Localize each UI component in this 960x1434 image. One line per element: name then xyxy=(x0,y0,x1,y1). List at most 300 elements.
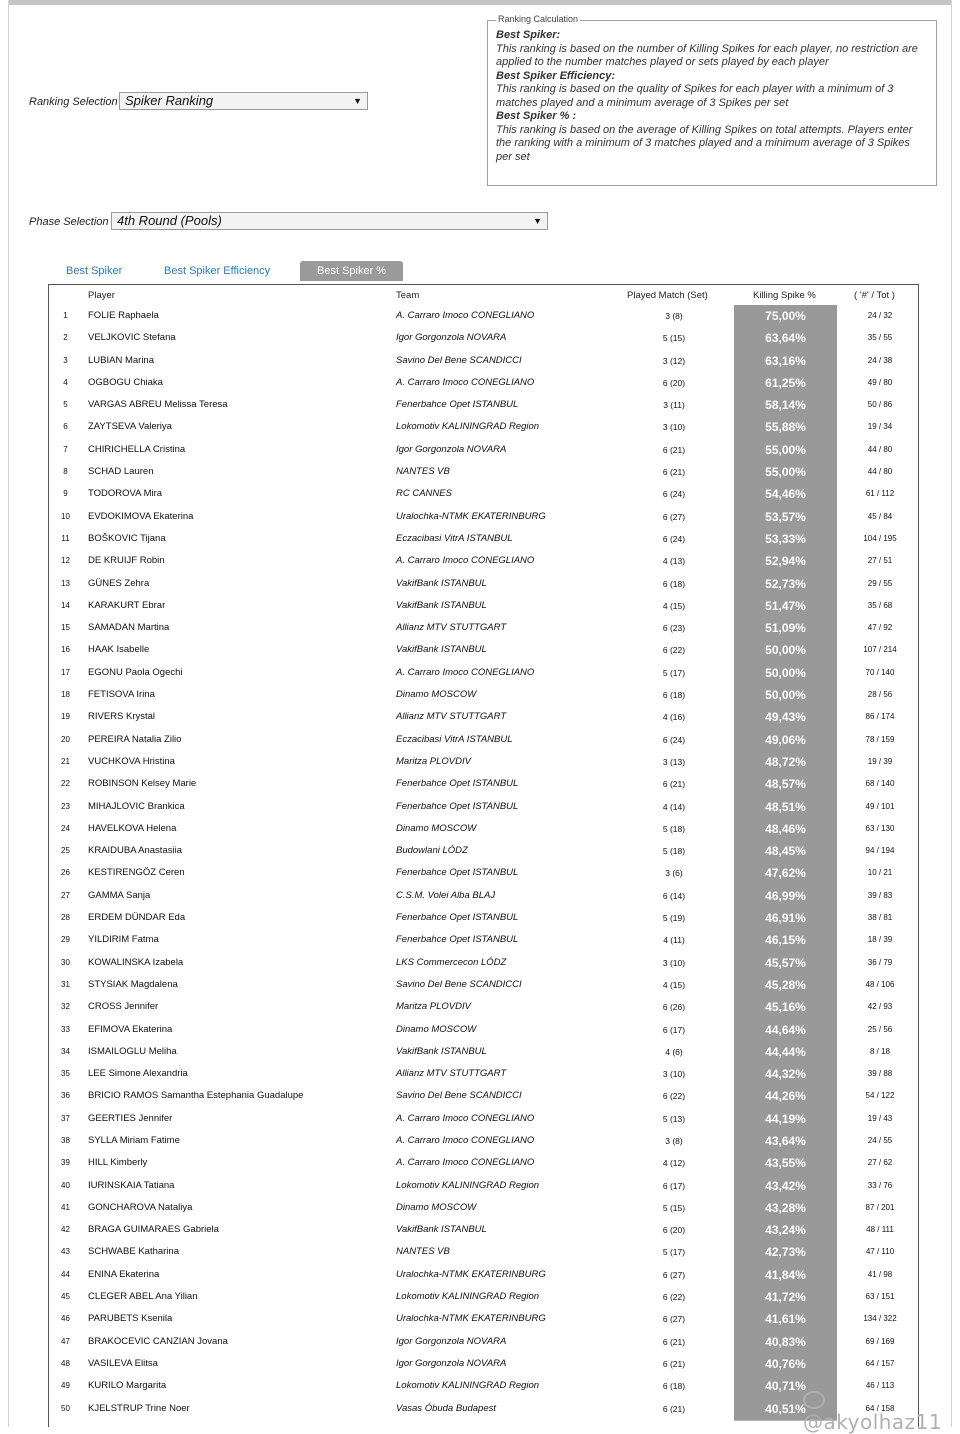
rank-cell: 24 xyxy=(61,823,70,833)
table-row xyxy=(49,974,918,996)
rank-cell: 16 xyxy=(61,645,70,655)
killing-spike-pct-cell: 43,64% xyxy=(734,1130,837,1153)
team-cell: Fenerbahce Opet ISTANBUL xyxy=(396,867,519,879)
table-row xyxy=(49,1019,918,1041)
player-cell: RIVERS Krystal xyxy=(88,711,156,723)
killing-spike-pct-cell: 45,16% xyxy=(734,996,837,1019)
table-row xyxy=(49,305,918,327)
rank-cell: 23 xyxy=(61,801,70,811)
table-row xyxy=(49,952,918,974)
total-cell: 68 / 140 xyxy=(865,779,895,789)
rank-cell: 22 xyxy=(61,779,70,789)
table-row xyxy=(49,818,918,840)
team-cell: Lokomotiv KALININGRAD Region xyxy=(396,421,540,433)
player-cell: MIHAJLOVIC Brankica xyxy=(88,800,185,812)
table-row xyxy=(49,506,918,528)
player-cell: BRICIO RAMOS Samantha Estephania Guadalupe xyxy=(88,1090,304,1102)
table-row xyxy=(49,617,918,639)
played-cell: 6 (27) xyxy=(662,1314,686,1325)
total-cell: 94 / 194 xyxy=(865,846,895,856)
table-header xyxy=(49,285,918,305)
rank-cell: 43 xyxy=(61,1247,70,1257)
table-row xyxy=(49,350,918,372)
player-cell: GONCHAROVA Nataliya xyxy=(88,1201,193,1213)
rank-cell: 19 xyxy=(61,712,70,722)
total-cell: 86 / 174 xyxy=(865,712,895,722)
table-row xyxy=(49,1331,918,1353)
team-cell: Allianz MTV STUTTGART xyxy=(396,711,507,723)
rank-cell: 12 xyxy=(61,556,70,566)
player-cell: ISMAILOGLU Meliha xyxy=(88,1045,177,1057)
total-cell: 63 / 130 xyxy=(865,823,895,833)
killing-spike-pct-cell: 55,00% xyxy=(734,439,837,462)
team-cell: Budowlani LÓDZ xyxy=(396,845,468,857)
team-cell: Vasas Óbuda Budapest xyxy=(396,1402,496,1414)
rank-cell: 30 xyxy=(61,957,70,967)
rank-cell: 34 xyxy=(61,1046,70,1056)
team-cell: A. Carraro Imoco CONEGLIANO xyxy=(396,1134,535,1146)
total-cell: 69 / 169 xyxy=(865,1336,895,1346)
player-cell: EGONU Paola Ogechi xyxy=(88,666,183,678)
player-cell: BRAGA GUIMARAES Gabriela xyxy=(88,1224,219,1236)
page-border-left xyxy=(8,0,9,1427)
table-row xyxy=(49,1241,918,1263)
total-cell: 134 / 322 xyxy=(863,1314,897,1324)
ranking-selection-value: Spiker Ranking xyxy=(125,93,214,108)
table-row xyxy=(49,327,918,349)
player-cell: STYSIAK Magdalena xyxy=(88,978,178,990)
player-cell: KRAIDUBA Anastasiia xyxy=(88,845,182,857)
team-cell: Allianz MTV STUTTGART xyxy=(396,622,507,634)
table-row xyxy=(49,929,918,951)
header-killing-spike-pct: Killing Spike % xyxy=(753,290,816,301)
killing-spike-pct-cell: 40,51% xyxy=(734,1398,837,1421)
played-cell: 6 (14) xyxy=(662,890,686,901)
total-cell: 19 / 39 xyxy=(867,756,893,766)
played-cell: 3 (10) xyxy=(662,422,686,433)
rank-cell: 39 xyxy=(61,1158,70,1168)
played-cell: 4 (13) xyxy=(662,556,686,567)
played-cell: 6 (24) xyxy=(662,489,686,500)
team-cell: A. Carraro Imoco CONEGLIANO xyxy=(396,310,535,321)
total-cell: 28 / 56 xyxy=(867,690,893,700)
player-cell: GÜNES Zehra xyxy=(88,577,150,589)
killing-spike-pct-cell: 40,71% xyxy=(734,1375,837,1398)
player-cell: IURINSKAIA Tatiana xyxy=(88,1179,175,1191)
rank-cell: 15 xyxy=(61,623,70,633)
table-row xyxy=(49,639,918,661)
tab-best-spiker-efficiency[interactable]: Best Spiker Efficiency xyxy=(164,265,271,277)
player-cell: SCHWABE Katharina xyxy=(88,1246,179,1258)
calc-section-best-spiker-efficiency xyxy=(496,70,928,111)
player-cell: ERDEM DÜNDAR Eda xyxy=(88,912,186,924)
player-cell: BRAKOCEVIC CANZIAN Jovana xyxy=(88,1335,228,1347)
rank-cell: 5 xyxy=(63,400,68,410)
played-cell: 6 (24) xyxy=(662,533,686,544)
rank-cell: 27 xyxy=(61,890,70,900)
table-row xyxy=(49,1308,918,1330)
table-row xyxy=(49,796,918,818)
rank-cell: 36 xyxy=(61,1091,70,1101)
header-team: Team xyxy=(396,290,420,301)
team-cell: Uralochka-NTMK EKATERINBURG xyxy=(396,1268,546,1280)
table-body xyxy=(49,305,918,1420)
table-row xyxy=(49,416,918,438)
player-cell: VARGAS ABREU Melissa Teresa xyxy=(88,399,228,411)
player-cell: VELJKOVIC Stefana xyxy=(88,332,176,344)
total-cell: 41 / 98 xyxy=(867,1269,893,1279)
team-cell: Fenerbahce Opet ISTANBUL xyxy=(396,399,519,411)
killing-spike-pct-cell: 44,32% xyxy=(734,1063,837,1086)
played-cell: 4 (16) xyxy=(662,712,686,723)
killing-spike-pct-cell: 45,57% xyxy=(734,952,837,975)
killing-spike-pct-cell: 55,88% xyxy=(734,416,837,439)
table-row xyxy=(49,1085,918,1107)
rank-cell: 41 xyxy=(61,1202,70,1212)
tab-best-spiker-pct[interactable]: Best Spiker % xyxy=(300,261,403,281)
played-cell: 3 (6) xyxy=(665,868,683,879)
player-cell: GAMMA Sanja xyxy=(88,889,151,901)
team-cell: C.S.M. Volei Alba BLAJ xyxy=(396,889,496,901)
table-row xyxy=(49,461,918,483)
calc-section-title: Best Spiker % : xyxy=(496,110,577,122)
played-cell: 4 (15) xyxy=(662,600,686,611)
team-cell: Igor Gorgonzola NOVARA xyxy=(396,443,507,455)
player-cell: CROSS Jennifer xyxy=(88,1001,159,1013)
rank-cell: 4 xyxy=(63,377,68,387)
rank-cell: 50 xyxy=(61,1403,70,1413)
calc-section-text: This ranking is based on the average of Killing Spikes on total attempts. Players enter the ranking with a minimum of 3 matches played and a minimum average of 3 Spikes per set xyxy=(496,123,913,163)
total-cell: 87 / 201 xyxy=(865,1202,895,1212)
player-cell: PARUBETS Ksenila xyxy=(88,1313,173,1325)
player-cell: FETISOVA Irina xyxy=(88,689,155,701)
player-cell: KESTIRENGÖZ Ceren xyxy=(88,867,185,879)
total-cell: 24 / 55 xyxy=(867,1135,893,1145)
team-cell: VakifBank ISTANBUL xyxy=(396,599,487,611)
player-cell: HILL Kimberly xyxy=(88,1157,148,1169)
killing-spike-pct-cell: 46,99% xyxy=(734,885,837,908)
killing-spike-pct-cell: 53,33% xyxy=(734,528,837,551)
rank-cell: 44 xyxy=(61,1269,70,1279)
played-cell: 5 (19) xyxy=(662,913,686,924)
table-row xyxy=(49,372,918,394)
player-cell: VUCHKOVA Hristina xyxy=(88,755,175,767)
top-bar xyxy=(8,0,952,5)
team-cell: Lokomotiv KALININGRAD Region xyxy=(396,1380,540,1392)
played-cell: 3 (11) xyxy=(663,400,685,411)
player-cell: HAVELKOVA Helena xyxy=(88,822,177,834)
table-row xyxy=(49,550,918,572)
played-cell: 6 (23) xyxy=(662,623,686,634)
total-cell: 10 / 21 xyxy=(867,868,893,878)
team-cell: Eczacibasi VitrA ISTANBUL xyxy=(396,532,513,544)
player-cell: BOŠKOVIC Tijana xyxy=(88,532,166,544)
total-cell: 39 / 88 xyxy=(867,1069,893,1079)
played-cell: 6 (21) xyxy=(662,1336,686,1347)
played-cell: 4 (12) xyxy=(662,1158,686,1169)
killing-spike-pct-cell: 47,62% xyxy=(734,862,837,885)
team-cell: A. Carraro Imoco CONEGLIANO xyxy=(396,666,535,678)
table-row xyxy=(49,573,918,595)
killing-spike-pct-cell: 43,55% xyxy=(734,1152,837,1175)
played-cell: 6 (22) xyxy=(662,1091,686,1102)
total-cell: 36 / 79 xyxy=(867,957,893,967)
table-row xyxy=(49,394,918,416)
rank-cell: 1 xyxy=(63,311,68,320)
player-cell: FOLIE Raphaela xyxy=(88,310,159,321)
played-cell: 3 (8) xyxy=(665,311,683,321)
rank-cell: 21 xyxy=(61,756,70,766)
team-cell: Lokomotiv KALININGRAD Region xyxy=(396,1291,540,1303)
rank-cell: 26 xyxy=(61,868,70,878)
killing-spike-pct-cell: 48,57% xyxy=(734,773,837,796)
played-cell: 3 (12) xyxy=(662,355,686,366)
header-total: ( '#' / Tot ) xyxy=(854,290,895,301)
total-cell: 49 / 80 xyxy=(867,377,893,387)
player-cell: EVDOKIMOVA Ekaterina xyxy=(88,510,194,522)
total-cell: 46 / 113 xyxy=(865,1381,895,1391)
calc-section-title: Best Spiker: xyxy=(496,29,561,41)
rank-cell: 25 xyxy=(61,846,70,856)
killing-spike-pct-cell: 48,45% xyxy=(734,840,837,863)
player-cell: CLEGER ABEL Ana Yilian xyxy=(88,1291,198,1303)
played-cell: 4 (6) xyxy=(665,1046,683,1057)
played-cell: 4 (11) xyxy=(663,935,685,946)
played-cell: 3 (10) xyxy=(662,1069,686,1080)
player-cell: ENINA Ekaterina xyxy=(88,1268,160,1280)
rank-cell: 3 xyxy=(63,355,68,365)
played-cell: 6 (21) xyxy=(662,1358,686,1369)
team-cell: Maritza PLOVDIV xyxy=(396,1001,471,1013)
player-cell: SCHAD Lauren xyxy=(88,466,154,478)
page-border-right xyxy=(951,0,952,1427)
rank-cell: 20 xyxy=(61,734,70,744)
player-cell: YILDIRIM Fatma xyxy=(88,934,159,946)
killing-spike-pct-cell: 40,83% xyxy=(734,1331,837,1354)
rank-cell: 31 xyxy=(61,979,70,989)
total-cell: 27 / 51 xyxy=(867,556,893,566)
killing-spike-pct-cell: 50,00% xyxy=(734,639,837,662)
total-cell: 61 / 112 xyxy=(865,489,895,499)
table-row xyxy=(49,1130,918,1152)
total-cell: 24 / 38 xyxy=(867,355,893,365)
player-cell: SYLLA Miriam Fatime xyxy=(88,1134,180,1146)
team-cell: NANTES VB xyxy=(396,1246,450,1258)
killing-spike-pct-cell: 58,14% xyxy=(734,394,837,417)
total-cell: 33 / 76 xyxy=(867,1180,893,1190)
table-row xyxy=(49,1197,918,1219)
total-cell: 49 / 101 xyxy=(865,801,895,811)
table-row xyxy=(49,907,918,929)
total-cell: 64 / 158 xyxy=(865,1403,895,1413)
played-cell: 5 (17) xyxy=(662,667,686,678)
total-cell: 27 / 62 xyxy=(867,1158,893,1168)
rank-cell: 13 xyxy=(61,578,70,588)
played-cell: 6 (22) xyxy=(662,645,686,656)
total-cell: 44 / 80 xyxy=(867,467,893,477)
played-cell: 6 (27) xyxy=(662,1269,686,1280)
team-cell: Igor Gorgonzola NOVARA xyxy=(396,1335,507,1347)
total-cell: 50 / 86 xyxy=(867,400,893,410)
rank-cell: 47 xyxy=(61,1336,70,1346)
team-cell: VakifBank ISTANBUL xyxy=(396,577,487,589)
phase-selection-label: Phase Selection xyxy=(29,216,109,228)
player-cell: LEE Simone Alexandria xyxy=(88,1068,188,1080)
killing-spike-pct-cell: 49,06% xyxy=(734,729,837,752)
killing-spike-pct-cell: 40,76% xyxy=(734,1353,837,1376)
rank-cell: 29 xyxy=(61,935,70,945)
player-cell: OGBOGU Chiaka xyxy=(88,376,163,388)
team-cell: A. Carraro Imoco CONEGLIANO xyxy=(396,376,535,388)
team-cell: RC CANNES xyxy=(396,488,452,500)
table-row xyxy=(49,885,918,907)
team-cell: Lokomotiv KALININGRAD Region xyxy=(396,1179,540,1191)
table-row xyxy=(49,1375,918,1397)
table-row xyxy=(49,1219,918,1241)
ranking-selection-dropdown[interactable] xyxy=(119,92,368,110)
table-row xyxy=(49,773,918,795)
played-cell: 4 (14) xyxy=(662,801,686,812)
team-cell: Maritza PLOVDIV xyxy=(396,755,471,767)
total-cell: 47 / 92 xyxy=(867,623,893,633)
table-row xyxy=(49,1175,918,1197)
team-cell: Fenerbahce Opet ISTANBUL xyxy=(396,934,519,946)
player-cell: KURILO Margarita xyxy=(88,1380,167,1392)
header-player: Player xyxy=(88,290,115,301)
ranking-calculation-box xyxy=(487,14,937,186)
player-cell: VASILEVA Elitsa xyxy=(88,1357,158,1369)
played-cell: 5 (13) xyxy=(662,1113,686,1124)
tab-best-spiker[interactable]: Best Spiker xyxy=(66,265,123,277)
played-cell: 5 (18) xyxy=(662,846,686,857)
rank-cell: 18 xyxy=(61,690,70,700)
player-cell: CHIRICHELLA Cristina xyxy=(88,443,186,455)
played-cell: 6 (18) xyxy=(662,578,686,589)
killing-spike-pct-cell: 61,25% xyxy=(734,372,837,395)
killing-spike-pct-cell: 46,91% xyxy=(734,907,837,930)
total-cell: 63 / 151 xyxy=(865,1292,895,1302)
total-cell: 35 / 68 xyxy=(867,600,893,610)
total-cell: 107 / 214 xyxy=(863,645,897,655)
team-cell: Eczacibasi VitrA ISTANBUL xyxy=(396,733,513,745)
played-cell: 6 (21) xyxy=(662,467,686,478)
table-row xyxy=(49,1353,918,1375)
killing-spike-pct-cell: 49,43% xyxy=(734,706,837,729)
player-cell: TODOROVA Mira xyxy=(88,488,163,500)
dropdown-arrow-icon: ▼ xyxy=(353,96,362,106)
rank-cell: 45 xyxy=(61,1292,70,1302)
team-cell: Dinamo MOSCOW xyxy=(396,689,477,701)
player-cell: KOWALINSKA Izabela xyxy=(88,956,184,968)
total-cell: 44 / 80 xyxy=(867,444,893,454)
played-cell: 3 (8) xyxy=(665,1135,683,1146)
total-cell: 104 / 195 xyxy=(863,533,897,543)
weibo-icon xyxy=(803,1391,825,1409)
played-cell: 6 (18) xyxy=(662,690,686,701)
killing-spike-pct-cell: 48,72% xyxy=(734,751,837,774)
table-row xyxy=(49,595,918,617)
killing-spike-pct-cell: 51,09% xyxy=(734,617,837,640)
killing-spike-pct-cell: 52,73% xyxy=(734,573,837,596)
dropdown-arrow-icon: ▼ xyxy=(533,216,542,226)
table-row xyxy=(49,1152,918,1174)
played-cell: 5 (17) xyxy=(662,1247,686,1258)
team-cell: Igor Gorgonzola NOVARA xyxy=(396,332,507,344)
played-cell: 6 (22) xyxy=(662,1292,686,1303)
team-cell: Uralochka-NTMK EKATERINBURG xyxy=(396,1313,546,1325)
killing-spike-pct-cell: 63,16% xyxy=(734,350,837,373)
rank-cell: 17 xyxy=(61,667,70,677)
ranking-table xyxy=(48,284,919,1427)
team-cell: Fenerbahce Opet ISTANBUL xyxy=(396,912,519,924)
calc-section-text: This ranking is based on the quality of Spikes for each player with a minimum of 3 matches played and a minimum average of 3 Spikes per set xyxy=(496,83,894,109)
player-cell: LUBIAN Marina xyxy=(88,354,154,366)
ranking-selection-label: Ranking Selection xyxy=(29,96,118,108)
rank-cell: 42 xyxy=(61,1225,70,1235)
total-cell: 19 / 34 xyxy=(867,422,893,432)
player-cell: KJELSTRUP Trine Noer xyxy=(88,1402,190,1414)
table-row xyxy=(49,528,918,550)
player-cell: ROBINSON Kelsey Marie xyxy=(88,778,197,790)
rank-cell: 48 xyxy=(61,1358,70,1368)
played-cell: 5 (18) xyxy=(662,823,686,834)
played-cell: 6 (17) xyxy=(662,1180,686,1191)
played-cell: 6 (18) xyxy=(662,1381,686,1392)
calc-section-best-spiker xyxy=(496,29,928,70)
total-cell: 47 / 110 xyxy=(865,1247,895,1257)
team-cell: A. Carraro Imoco CONEGLIANO xyxy=(396,1157,535,1169)
killing-spike-pct-cell: 75,00% xyxy=(734,305,837,328)
played-cell: 6 (21) xyxy=(662,779,686,790)
killing-spike-pct-cell: 44,19% xyxy=(734,1108,837,1131)
killing-spike-pct-cell: 44,44% xyxy=(734,1041,837,1064)
killing-spike-pct-cell: 41,61% xyxy=(734,1308,837,1331)
total-cell: 18 / 39 xyxy=(867,935,893,945)
phase-selection-dropdown[interactable] xyxy=(111,212,548,230)
total-cell: 48 / 106 xyxy=(865,979,895,989)
table-row xyxy=(49,439,918,461)
team-cell: VakifBank ISTANBUL xyxy=(396,1224,487,1236)
phase-selection-value: 4th Round (Pools) xyxy=(117,213,222,228)
killing-spike-pct-cell: 43,42% xyxy=(734,1175,837,1198)
rank-cell: 32 xyxy=(61,1002,70,1012)
table-row xyxy=(49,1041,918,1063)
killing-spike-pct-cell: 45,28% xyxy=(734,974,837,997)
played-cell: 6 (20) xyxy=(662,377,686,388)
ranking-calculation-legend: Ranking Calculation xyxy=(496,13,580,27)
total-cell: 48 / 111 xyxy=(866,1225,894,1235)
rank-cell: 9 xyxy=(63,489,68,499)
team-cell: Dinamo MOSCOW xyxy=(396,1023,477,1035)
calc-section-text: This ranking is based on the number of Killing Spikes for each player, no restriction are applied to the number matches played or sets played by each player xyxy=(496,42,918,68)
killing-spike-pct-cell: 41,72% xyxy=(734,1286,837,1309)
team-cell: Uralochka-NTMK EKATERINBURG xyxy=(396,510,546,522)
total-cell: 8 / 18 xyxy=(869,1046,890,1056)
rank-cell: 38 xyxy=(61,1135,70,1145)
rank-cell: 33 xyxy=(61,1024,70,1034)
killing-spike-pct-cell: 63,64% xyxy=(734,327,837,350)
rank-cell: 7 xyxy=(63,444,68,454)
played-cell: 3 (10) xyxy=(662,957,686,968)
rank-cell: 35 xyxy=(61,1069,70,1079)
table-row xyxy=(49,840,918,862)
killing-spike-pct-cell: 48,46% xyxy=(734,818,837,841)
table-row xyxy=(49,996,918,1018)
total-cell: 29 / 55 xyxy=(867,578,893,588)
killing-spike-pct-cell: 55,00% xyxy=(734,461,837,484)
table-row xyxy=(49,706,918,728)
player-cell: EFIMOVA Ekaterina xyxy=(88,1023,173,1035)
